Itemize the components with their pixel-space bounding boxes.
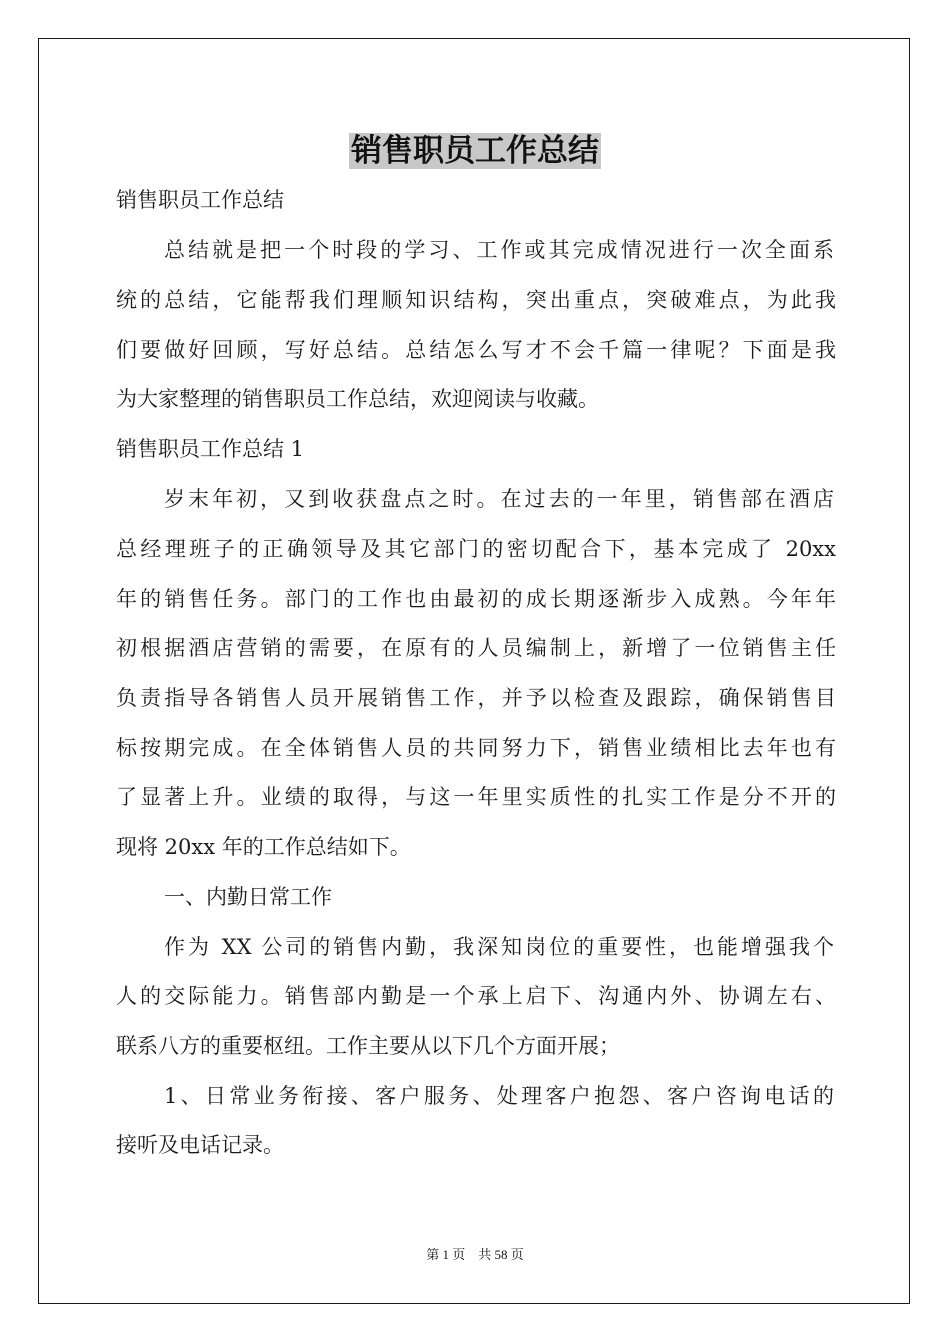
section-line-3: 年的销售任务。部门的工作也由最初的成长期逐渐步入成熟。今年年 [116,587,836,611]
section-heading: 销售职员工作总结 1 [116,437,305,461]
subheading: 一、内勤日常工作 [164,885,332,909]
section-line-2: 总经理班子的正确领导及其它部门的密切配合下，基本完成了 20xx [116,537,836,561]
intro-line-4: 为大家整理的销售职员工作总结，欢迎阅读与收藏。 [116,387,599,411]
section-line-6: 标按期完成。在全体销售人员的共同努力下，销售业绩相比去年也有 [116,736,836,760]
intro-line-3: 们要做好回顾，写好总结。总结怎么写才不会千篇一律呢？下面是我 [116,338,836,362]
intro-line-1: 总结就是把一个时段的学习、工作或其完成情况进行一次全面系 [164,238,834,262]
item-1-line-2: 接听及电话记录。 [116,1133,284,1157]
page-footer: 第 1 页 共 58 页 [426,1247,524,1262]
subsection-line-2: 人的交际能力。销售部内勤是一个承上启下、沟通内外、协调左右、 [116,984,836,1008]
section-line-5: 负责指导各销售人员开展销售工作，并予以检查及跟踪，确保销售目 [116,686,836,710]
section-line-4: 初根据酒店营销的需要，在原有的人员编制上，新增了一位销售主任 [116,636,836,660]
section-line-1: 岁末年初，又到收获盘点之时。在过去的一年里，销售部在酒店 [164,487,834,511]
document-title: 销售职员工作总结 [351,133,599,169]
document-subtitle: 销售职员工作总结 [116,188,284,212]
intro-line-2: 统的总结，它能帮我们理顺知识结构，突出重点，突破难点，为此我 [116,288,836,312]
subsection-line-1: 作为 XX 公司的销售内勤，我深知岗位的重要性，也能增强我个 [164,935,834,959]
page-border [38,38,910,1304]
section-line-7: 了显著上升。业绩的取得，与这一年里实质性的扎实工作是分不开的 [116,785,836,809]
subsection-line-3: 联系八方的重要枢纽。工作主要从以下几个方面开展； [116,1034,620,1058]
section-line-8: 现将 20xx 年的工作总结如下。 [116,835,411,859]
item-1-line-1: 1、日常业务衔接、客户服务、处理客户抱怨、客户咨询电话的 [164,1084,834,1108]
